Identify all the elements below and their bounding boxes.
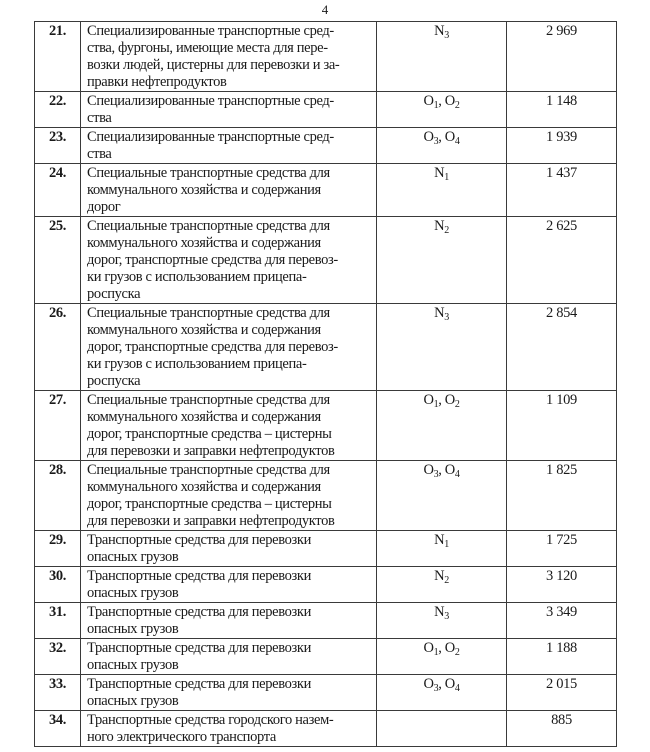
- description-line: опасных грузов: [87, 549, 179, 565]
- category-subscript: 1: [433, 100, 439, 111]
- category-subscript: 1: [444, 539, 449, 550]
- category-code: [423, 676, 438, 692]
- description-line: опасных грузов: [87, 585, 179, 601]
- category-code: [423, 129, 438, 145]
- table-row: [35, 639, 617, 675]
- category-code: [434, 218, 449, 234]
- description-line: Специализированные транспортные сред-: [87, 129, 334, 145]
- category-subscript: 3: [433, 683, 439, 694]
- category-code: [434, 305, 449, 321]
- category-subscript: 4: [454, 136, 460, 147]
- rate-value: 2 854: [507, 304, 617, 391]
- vehicle-description: [81, 461, 377, 531]
- rate-value: 2 969: [507, 22, 617, 92]
- category-letter: N: [434, 23, 445, 39]
- description-line: ного электрического транспорта: [87, 729, 276, 745]
- description-line: коммунального хозяйства и содержания: [87, 322, 321, 338]
- description-line: Специализированные транспортные сред-: [87, 93, 334, 109]
- rate-value: 885: [507, 711, 617, 747]
- description-line: Транспортные средства для перевозки: [87, 568, 312, 584]
- vehicle-description: [81, 603, 377, 639]
- row-number: 26.: [35, 304, 81, 391]
- category-letter: O: [423, 640, 434, 656]
- category-separator: ,: [438, 676, 445, 692]
- description-line: дорог, транспортные средства для перевоз-: [87, 339, 338, 355]
- description-line: опасных грузов: [87, 657, 179, 673]
- category-letter: O: [444, 129, 455, 145]
- row-number: 24.: [35, 164, 81, 217]
- category-letter: O: [423, 462, 434, 478]
- description-line: Специальные транспортные средства для: [87, 392, 330, 408]
- description-line: коммунального хозяйства и содержания: [87, 409, 321, 425]
- table-body: [35, 22, 617, 747]
- rate-value: 2 625: [507, 217, 617, 304]
- category-letter: N: [434, 165, 445, 181]
- row-number: 21.: [35, 22, 81, 92]
- description-line: Транспортные средства для перевозки: [87, 676, 312, 692]
- category-code: [423, 93, 438, 109]
- description-line: для перевозки и заправки нефтепродуктов: [87, 443, 335, 459]
- row-number: 27.: [35, 391, 81, 461]
- vehicle-category: [377, 164, 507, 217]
- category-subscript: 4: [454, 469, 460, 480]
- category-code: [434, 568, 449, 584]
- category-separator: ,: [438, 129, 445, 145]
- table-row: [35, 711, 617, 747]
- table-row: [35, 603, 617, 639]
- table-row: [35, 531, 617, 567]
- category-subscript: 3: [433, 469, 439, 480]
- description-line: Транспортные средства для перевозки: [87, 640, 312, 656]
- category-letter: O: [444, 392, 455, 408]
- table-row: [35, 304, 617, 391]
- vehicle-category: [377, 92, 507, 128]
- rate-value: 2 015: [507, 675, 617, 711]
- table-row: [35, 217, 617, 304]
- category-code: [434, 532, 449, 548]
- category-subscript: 3: [433, 136, 439, 147]
- rate-value: 1 825: [507, 461, 617, 531]
- category-code: [423, 392, 438, 408]
- vehicle-category: [377, 531, 507, 567]
- category-subscript: 2: [454, 647, 460, 658]
- vehicle-description: [81, 128, 377, 164]
- vehicle-description: [81, 22, 377, 92]
- table-row: [35, 675, 617, 711]
- vehicle-category: [377, 391, 507, 461]
- description-line: Транспортные средства для перевозки: [87, 604, 312, 620]
- rate-value: 1 437: [507, 164, 617, 217]
- description-line: коммунального хозяйства и содержания: [87, 479, 321, 495]
- vehicle-description: [81, 391, 377, 461]
- category-code: [445, 93, 460, 109]
- category-subscript: 3: [444, 30, 449, 41]
- vehicle-category: [377, 603, 507, 639]
- category-code: [434, 604, 449, 620]
- description-line: дорог, транспортные средства – цистерны: [87, 496, 332, 512]
- category-letter: O: [423, 93, 434, 109]
- category-letter: N: [434, 532, 445, 548]
- description-line: для перевозки и заправки нефтепродуктов: [87, 513, 335, 529]
- table-row: [35, 92, 617, 128]
- table-row: [35, 164, 617, 217]
- vehicle-category: [377, 711, 507, 747]
- category-code: [445, 640, 460, 656]
- vehicle-description: [81, 531, 377, 567]
- category-letter: O: [423, 676, 434, 692]
- description-line: Специализированные транспортные сред-: [87, 23, 334, 39]
- page-number: 4: [321, 2, 329, 17]
- row-number: 28.: [35, 461, 81, 531]
- vehicle-category: [377, 567, 507, 603]
- description-line: роспуска: [87, 373, 141, 389]
- description-line: дорог, транспортные средства – цистерны: [87, 426, 332, 442]
- vehicle-category: [377, 217, 507, 304]
- rate-value: 1 188: [507, 639, 617, 675]
- description-line: опасных грузов: [87, 693, 179, 709]
- category-subscript: 4: [454, 683, 460, 694]
- description-line: правки нефтепродуктов: [87, 74, 227, 90]
- row-number: 23.: [35, 128, 81, 164]
- category-subscript: 2: [444, 225, 449, 236]
- table-row: [35, 567, 617, 603]
- vehicle-category: [377, 461, 507, 531]
- rate-value: 3 349: [507, 603, 617, 639]
- rate-value: 1 725: [507, 531, 617, 567]
- row-number: 22.: [35, 92, 81, 128]
- category-subscript: 2: [444, 575, 449, 586]
- vehicle-description: [81, 217, 377, 304]
- category-letter: N: [434, 568, 445, 584]
- description-line: Транспортные средства для перевозки: [87, 532, 312, 548]
- vehicle-description: [81, 711, 377, 747]
- category-code: [423, 640, 438, 656]
- table-row: [35, 461, 617, 531]
- description-line: Специальные транспортные средства для: [87, 462, 330, 478]
- vehicle-description: [81, 92, 377, 128]
- vehicle-description: [81, 164, 377, 217]
- description-line: коммунального хозяйства и содержания: [87, 235, 321, 251]
- category-letter: O: [444, 462, 455, 478]
- category-code: [445, 676, 460, 692]
- category-subscript: 1: [433, 647, 439, 658]
- category-letter: O: [423, 392, 434, 408]
- description-line: коммунального хозяйства и содержания: [87, 182, 321, 198]
- category-letter: N: [434, 305, 445, 321]
- category-subscript: 2: [454, 100, 460, 111]
- description-line: Специальные транспортные средства для: [87, 305, 330, 321]
- row-number: 29.: [35, 531, 81, 567]
- description-line: роспуска: [87, 286, 141, 302]
- description-line: ки грузов с использованием прицепа-: [87, 269, 307, 285]
- category-separator: ,: [438, 462, 445, 478]
- category-letter: O: [444, 93, 455, 109]
- description-line: ки грузов с использованием прицепа-: [87, 356, 307, 372]
- vehicle-description: [81, 675, 377, 711]
- vehicle-description: [81, 567, 377, 603]
- category-letter: N: [434, 604, 445, 620]
- description-line: Специальные транспортные средства для: [87, 165, 330, 181]
- category-subscript: 3: [444, 312, 449, 323]
- description-line: ства: [87, 146, 112, 162]
- description-line: дорог, транспортные средства для перевоз-: [87, 252, 338, 268]
- table-row: [35, 391, 617, 461]
- category-code: [423, 462, 438, 478]
- description-line: дорог: [87, 199, 121, 215]
- vehicle-category: [377, 639, 507, 675]
- vehicle-category-table: [34, 21, 617, 747]
- row-number: 33.: [35, 675, 81, 711]
- category-separator: ,: [438, 640, 445, 656]
- category-letter: N: [434, 218, 445, 234]
- rate-value: 1 939: [507, 128, 617, 164]
- row-number: 34.: [35, 711, 81, 747]
- row-number: 30.: [35, 567, 81, 603]
- category-subscript: 1: [444, 172, 449, 183]
- description-line: Транспортные средства городского назем-: [87, 712, 334, 728]
- vehicle-description: [81, 639, 377, 675]
- rate-value: 3 120: [507, 567, 617, 603]
- category-subscript: 2: [454, 399, 460, 410]
- vehicle-category: [377, 675, 507, 711]
- description-line: возки людей, цистерны для перевозки и за-: [87, 57, 340, 73]
- description-line: опасных грузов: [87, 621, 179, 637]
- description-line: ства: [87, 110, 112, 126]
- category-separator: ,: [438, 93, 445, 109]
- vehicle-category: [377, 304, 507, 391]
- table-row: [35, 22, 617, 92]
- vehicle-description: [81, 304, 377, 391]
- vehicle-category: [377, 128, 507, 164]
- rate-value: 1 148: [507, 92, 617, 128]
- category-subscript: 1: [433, 399, 439, 410]
- category-code: [445, 462, 460, 478]
- category-code: [434, 165, 449, 181]
- category-letter: O: [444, 640, 455, 656]
- category-letter: O: [444, 676, 455, 692]
- category-code: [445, 392, 460, 408]
- vehicle-category: [377, 22, 507, 92]
- rate-value: 1 109: [507, 391, 617, 461]
- row-number: 32.: [35, 639, 81, 675]
- table-row: [35, 128, 617, 164]
- category-code: [434, 23, 449, 39]
- category-subscript: 3: [444, 611, 449, 622]
- category-code: [445, 129, 460, 145]
- row-number: 31.: [35, 603, 81, 639]
- category-letter: O: [423, 129, 434, 145]
- category-separator: ,: [438, 392, 445, 408]
- row-number: 25.: [35, 217, 81, 304]
- description-line: ства, фургоны, имеющие места для пере-: [87, 40, 328, 56]
- description-line: Специальные транспортные средства для: [87, 218, 330, 234]
